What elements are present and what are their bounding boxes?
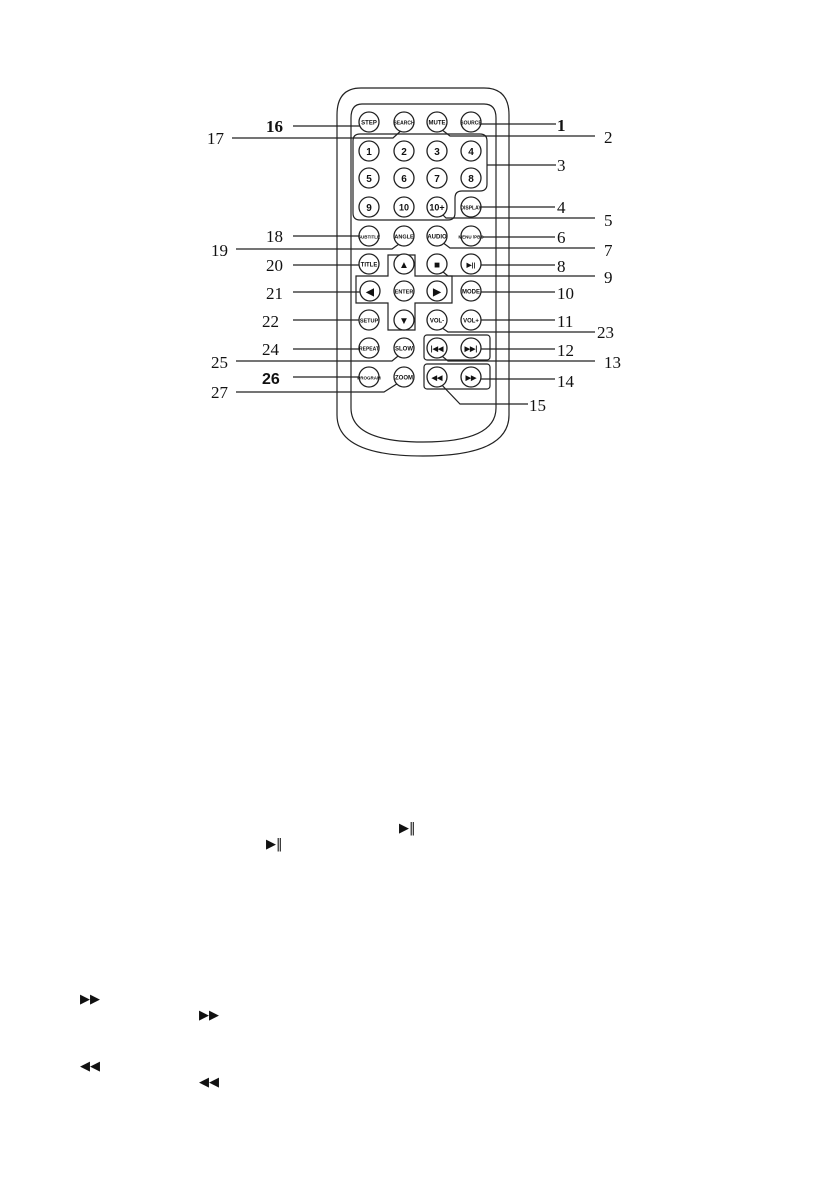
angle-button[interactable] [394,226,414,246]
callout-12: 12 [557,341,574,360]
callout-8: 8 [557,257,566,276]
callout-14: 14 [557,372,574,391]
svg-text:▼: ▼ [399,316,409,327]
number-5-button[interactable] [359,168,379,188]
number-3-button[interactable] [427,141,447,161]
callout-10: 10 [557,284,574,303]
svg-text:2: 2 [401,147,407,158]
svg-text:ENTER: ENTER [394,289,414,296]
fast-reverse-icon: ◀◀ [199,1075,219,1090]
svg-text:5: 5 [366,174,372,185]
program-button[interactable] [357,367,381,387]
number-10-plus-button[interactable] [427,197,447,217]
callout-13: 13 [604,353,621,372]
callout-5: 5 [604,211,613,230]
svg-text:SEARCH: SEARCH [393,120,415,127]
up-arrow-button[interactable] [394,254,414,274]
svg-text:▲: ▲ [399,260,409,271]
svg-text:8: 8 [468,174,474,185]
search-button[interactable] [393,112,415,132]
mute-button[interactable] [427,112,447,132]
volume-up-button[interactable] [461,310,481,330]
svg-text:MENU /PBC: MENU /PBC [458,234,484,240]
svg-text:MODE: MODE [462,289,480,296]
zoom-button[interactable] [394,367,414,387]
number-9-button[interactable] [359,197,379,217]
repeat-button[interactable] [359,338,379,358]
fast-reverse-button[interactable] [427,367,447,387]
svg-text:PROGRAM: PROGRAM [357,375,381,381]
svg-text:6: 6 [401,174,407,185]
fast-forward-icon: ▶▶ [199,1008,219,1023]
svg-text:▶: ▶ [433,287,441,298]
svg-text:SOURCE: SOURCE [460,120,482,127]
svg-text:3: 3 [434,147,440,158]
svg-text:AUDIO: AUDIO [427,234,447,241]
svg-text:ANGLE: ANGLE [394,234,414,241]
svg-text:▶▶: ▶▶ [465,375,477,382]
number-6-button[interactable] [394,168,414,188]
right-arrow-button[interactable] [427,281,447,301]
svg-text:7: 7 [434,174,440,185]
svg-text:▶▶|: ▶▶| [464,346,478,353]
svg-text:SUBTITLE: SUBTITLE [358,234,380,240]
callout-2: 2 [604,128,613,147]
svg-text:9: 9 [366,203,372,214]
display-button[interactable] [460,197,482,217]
svg-text:SLOW: SLOW [395,346,413,353]
callout-24: 24 [262,340,279,359]
down-arrow-button[interactable] [394,310,414,330]
svg-text:SETUP: SETUP [359,318,379,325]
fast-forward-icon: ▶▶ [80,992,100,1007]
stop-button[interactable] [427,254,447,274]
callout-25: 25 [211,353,228,372]
svg-text:10+: 10+ [429,202,445,213]
mode-button[interactable] [461,281,481,301]
fast-reverse-icon: ◀◀ [80,1059,100,1074]
svg-text:|◀◀: |◀◀ [430,346,444,353]
left-arrow-button[interactable] [360,281,380,301]
step-button[interactable] [359,112,379,132]
svg-text:TITLE: TITLE [360,262,378,269]
callout-15: 15 [529,396,546,415]
callout-19: 19 [211,241,228,260]
callout-4: 4 [557,198,566,217]
callout-23: 23 [597,323,614,342]
svg-text:VOL+: VOL+ [463,318,479,325]
next-track-button[interactable] [461,338,481,358]
svg-text:◀◀: ◀◀ [431,375,443,382]
svg-text:MUTE: MUTE [428,120,446,127]
audio-button[interactable] [427,226,447,246]
fast-forward-button[interactable] [461,367,481,387]
callout-3: 3 [557,156,566,175]
callout-18: 18 [266,227,283,246]
svg-text:DISPLAY: DISPLAY [460,205,482,212]
number-10-button[interactable] [394,197,414,217]
callout-7: 7 [604,241,613,260]
callout-26: 26 [262,371,280,388]
svg-text:■: ■ [433,260,441,271]
callout-17: 17 [207,129,224,148]
play-pause-icon: ▶‖ [266,837,283,852]
number-8-button[interactable] [461,168,481,188]
number-2-button[interactable] [394,141,414,161]
callout-22: 22 [262,312,279,331]
callout-11: 11 [557,312,574,331]
svg-text:10: 10 [398,202,410,213]
svg-text:VOL-: VOL- [429,318,445,325]
svg-text:4: 4 [468,147,474,158]
menu-pbc-button[interactable] [458,226,484,246]
svg-text:▶||: ▶|| [466,262,476,269]
callout-20: 20 [266,256,283,275]
title-button[interactable] [359,254,379,274]
play-pause-button[interactable] [461,254,481,274]
svg-text:STEP: STEP [361,120,377,127]
volume-down-button[interactable] [427,310,447,330]
number-7-button[interactable] [427,168,447,188]
callout-6: 6 [557,228,566,247]
number-4-button[interactable] [461,141,481,161]
svg-text:ZOOM: ZOOM [395,375,413,382]
callout-1: 1 [557,116,566,135]
source-button[interactable] [460,112,482,132]
subtitle-button[interactable] [358,226,380,246]
enter-button[interactable] [394,281,414,301]
svg-text:REPEAT: REPEAT [359,346,379,353]
callout-9: 9 [604,268,613,287]
play-pause-icon: ▶‖ [399,821,416,836]
callout-27: 27 [211,383,228,402]
svg-text:1: 1 [366,147,372,158]
number-1-button[interactable] [359,141,379,161]
callout-21: 21 [266,284,283,303]
setup-button[interactable] [359,310,379,330]
previous-track-button[interactable] [427,338,447,358]
slow-button[interactable] [394,338,414,358]
svg-text:◀: ◀ [366,287,374,298]
callout-16: 16 [266,117,283,136]
